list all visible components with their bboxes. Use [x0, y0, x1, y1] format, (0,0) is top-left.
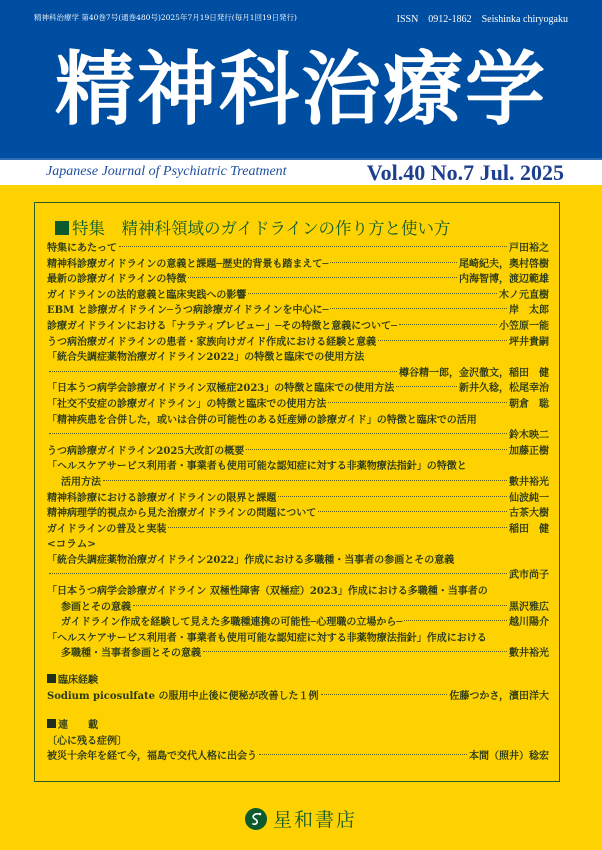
entry-title: ガイドラインの普及と実装 [47, 523, 167, 535]
feature-heading [55, 215, 451, 239]
entry-authors: 鈴木映二 [509, 430, 549, 442]
contents-frame [34, 202, 560, 782]
volume-issue: Vol.40 No.7 Jul. 2025 [366, 160, 564, 185]
toc-entry[interactable] [47, 272, 549, 288]
dot-leader [248, 293, 497, 294]
toc-entry[interactable] [47, 522, 549, 538]
square-bullet-icon [55, 221, 69, 235]
feature-label: 特集 [72, 219, 105, 238]
serial-section [47, 718, 549, 765]
dot-leader [278, 496, 507, 497]
dot-leader [321, 694, 448, 695]
entry-title: 「日本うつ病学会診療ガイドライン 双極性障害（双極症）2023」作成における多職種・当事者の [47, 586, 488, 598]
dot-leader [399, 324, 497, 325]
dot-leader [259, 754, 467, 755]
toc-entry[interactable] [47, 444, 549, 460]
journal-title: 精神科治療学 [55, 42, 547, 136]
serial-heading: 連 載 [47, 718, 549, 734]
publisher-name: 星和書店 [272, 809, 357, 831]
entry-title: 「社交不安症の診療ガイドライン」の特徴と臨床での使用方法 [47, 398, 327, 410]
entry-authors: 武市尚子 [509, 570, 549, 582]
entry-title: 「ヘルスケアサービス利用者・事業者も使用可能な認知症に対する非薬物療法指針」作成における [47, 632, 487, 644]
toc-entry-title[interactable] [47, 413, 549, 429]
toc-entry-continued[interactable] [47, 600, 549, 616]
dot-leader [318, 511, 507, 512]
entry-title: うつ病治療ガイドラインの患者・家族向けガイド作成における経験と意義 [47, 336, 377, 348]
entry-authors: 朝倉 聡 [509, 398, 549, 410]
entry-authors: 數井裕光 [509, 476, 549, 488]
entry-authors: 新井久稔，松尾幸治 [459, 383, 549, 395]
entry-title: 参画とその意義 [61, 601, 131, 613]
publisher-block [0, 805, 602, 832]
toc-entry-title[interactable] [47, 631, 549, 647]
entry-title: 精神科診療ガイドラインの意義と課題─歴史的背景も踏まえて─ [47, 258, 329, 270]
toc-entry-continued[interactable] [47, 475, 549, 491]
entry-title: EBM と診療ガイドライン─うつ病診療ガイドラインを中心に─ [47, 305, 329, 317]
dot-leader [246, 449, 507, 450]
toc-entry[interactable] [47, 335, 549, 351]
clinical-heading: 臨床経験 [47, 673, 549, 689]
entry-authors: 加藤正樹 [509, 445, 549, 457]
issn-info: ISSN 0912-1862 Seishinka chiryogaku [396, 14, 568, 25]
dot-leader [330, 262, 457, 263]
toc-entry[interactable] [47, 257, 549, 273]
entry-title: 「統合失調症薬物治療ガイドライン2022」作成における多職種・当事者の参画とその意義 [47, 554, 455, 566]
toc-entry[interactable] [47, 689, 549, 705]
toc-entry-continued[interactable] [47, 646, 549, 662]
toc-entry-title[interactable] [47, 459, 549, 475]
entry-title: 特集にあたって [47, 243, 117, 254]
square-bullet-icon [47, 674, 56, 683]
clinical-section [47, 673, 549, 704]
dot-leader [188, 277, 457, 278]
toc-entry[interactable] [47, 288, 549, 304]
entry-title: 精神病理学的視点から見た治療ガイドラインの問題について [47, 508, 317, 520]
entry-title: <コラム> [47, 538, 96, 551]
issue-meta-line [34, 10, 568, 25]
square-bullet-icon [47, 719, 56, 728]
entry-authors: 古茶大樹 [509, 508, 549, 520]
entry-authors: 岸 太郎 [509, 305, 549, 317]
entry-title: 診療ガイドラインにおける「ナラティブレビュー」─その特徴と意義について─ [47, 320, 398, 332]
toc-entry-authors[interactable] [47, 366, 549, 382]
entry-authors: 數井裕光 [509, 648, 549, 660]
entry-title: 活用方法 [61, 476, 101, 488]
subtitle-band [0, 158, 602, 185]
masthead [0, 0, 602, 158]
entry-title: うつ病診療ガイドライン2025大改訂の概要 [47, 445, 245, 457]
dot-leader [49, 573, 507, 574]
serial-subheading: 〔心に残る症例〕 [47, 735, 127, 747]
toc-entry[interactable] [47, 491, 549, 507]
issue-info: 精神科治療学 第40巻7号(通巻480号)2025年7月19日発行(毎月1回19日発行) [34, 13, 297, 22]
seiwa-logo-icon [245, 808, 267, 830]
feature-title: 精神科領域のガイドラインの作り方と使い方 [121, 219, 451, 238]
toc-entry[interactable] [47, 397, 549, 413]
entry-title: 「ヘルスケアサービス利用者・事業者も使用可能な認知症に対する非薬物療法指針」の特徴と [47, 461, 467, 473]
entry-title: 被災十余年を経て今，福島で交代人格に出会う [47, 751, 257, 763]
dot-leader [103, 480, 507, 481]
dot-leader [330, 308, 507, 309]
dot-leader [396, 386, 457, 387]
dot-leader [49, 371, 397, 372]
feature-toc [47, 241, 549, 662]
entry-title: 「統合失調症薬物治療ガイドライン2022」の特徴と臨床での使用方法 [47, 352, 365, 364]
entry-title: ガイドラインの法的意義と臨床実践への影響 [47, 289, 247, 301]
entry-authors: 稲田 健 [509, 523, 549, 535]
dot-leader [133, 605, 507, 606]
entry-title: 精神科診療における診療ガイドラインの限界と課題 [47, 492, 277, 504]
toc-entry[interactable] [47, 241, 549, 257]
dot-leader [168, 527, 507, 528]
toc-entry-title[interactable] [47, 553, 549, 569]
dot-leader [119, 246, 507, 247]
entry-title: 「日本うつ病学会診療ガイドライン双極症2023」の特徴と臨床での使用方法 [47, 383, 395, 395]
english-title: Japanese Journal of Psychiatric Treatment [46, 164, 287, 179]
column-heading [47, 537, 549, 553]
dot-leader [404, 620, 507, 621]
entry-title: ガイドライン作成を経験して見えた多職種連携の可能性─心理職の立場から─ [61, 617, 403, 629]
entry-authors: 樽谷精一郎，金沢徹文，稲田 健 [399, 367, 549, 379]
toc-entry[interactable] [47, 319, 549, 335]
entry-title: 多職種・当事者参画とその意義 [61, 648, 201, 660]
entry-authors: 小笠原一能 [499, 320, 549, 332]
toc-entry-title[interactable] [47, 584, 549, 600]
toc-entry[interactable] [47, 749, 549, 765]
dot-leader [378, 340, 507, 341]
dot-leader [49, 433, 507, 434]
entry-authors: 尾崎紀夫，奥村啓樹 [459, 258, 549, 270]
entry-title: Sodium picosulfate の服用中止後に便秘が改善した１例 [47, 690, 319, 702]
entry-authors: 戸田裕之 [509, 243, 549, 254]
entry-authors: 本間（照井）稔宏 [469, 751, 549, 763]
entry-title: 最新の診療ガイドラインの特徴 [47, 274, 187, 286]
toc-entry[interactable] [47, 615, 549, 631]
toc-entry[interactable] [47, 381, 549, 397]
toc-entry[interactable] [47, 303, 549, 319]
entry-authors: 坪井貴嗣 [509, 336, 549, 348]
entry-title: 「精神疾患を合併した，或いは合併の可能性のある妊産婦の診療ガイド」の特徴と臨床での活用 [47, 414, 477, 426]
toc-entry-authors[interactable] [47, 428, 549, 444]
dot-leader [328, 402, 507, 403]
entry-authors: 越川陽介 [509, 617, 549, 629]
entry-authors: 仙波純一 [509, 492, 549, 504]
entry-authors: 黒沢雅広 [509, 601, 549, 613]
entry-authors: 内海智博，渡辺範雄 [459, 274, 549, 286]
toc-entry-authors[interactable] [47, 568, 549, 584]
dot-leader [203, 651, 507, 652]
entry-authors: 木ノ元直樹 [499, 289, 549, 301]
toc-entry[interactable] [47, 506, 549, 522]
toc-entry-title[interactable] [47, 350, 549, 366]
entry-authors: 佐藤つかさ，濱田洋大 [449, 690, 549, 702]
